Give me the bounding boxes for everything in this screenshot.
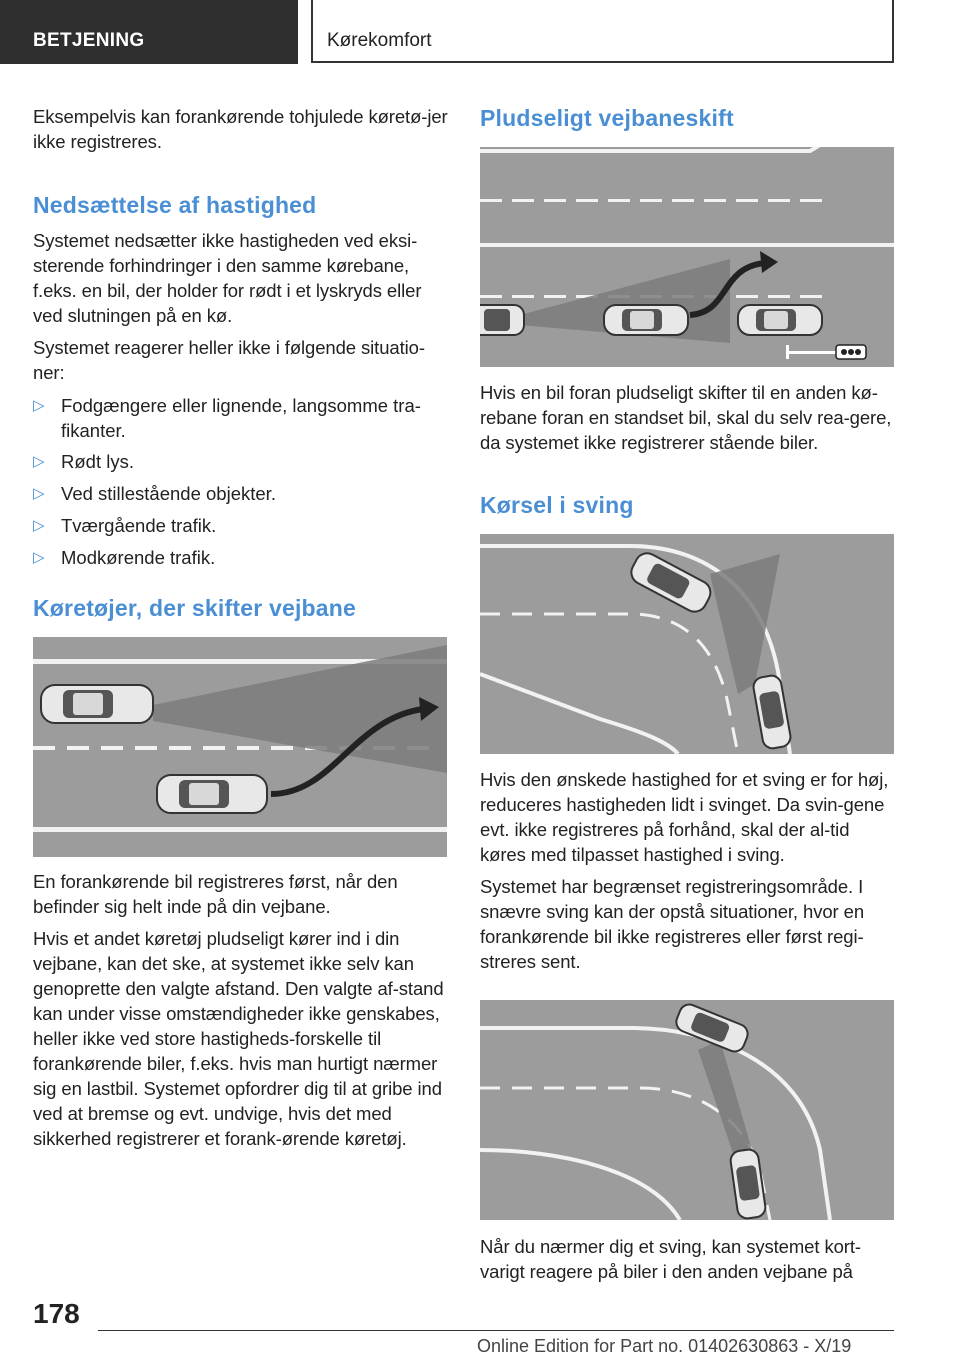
heading-speed-reduction: Nedsættelse af hastighed (33, 192, 317, 218)
edition-footer: Online Edition for Part no. 01402630863 - X/19 (477, 1336, 852, 1356)
heading-sudden-lane-change: Pludseligt vejbaneskift (480, 105, 734, 131)
curve-paragraph-1: Hvis den ønskede hastighed for et sving er for høj, reduceres hastigheden lidt i svinget. Da svin-gene evt. ikke registreres på forhånd, skal der al-tid køres med tilpasset hastighed i sving. (480, 769, 889, 865)
chapter-tab (311, 0, 894, 63)
car-icon (41, 685, 153, 723)
triangle-bullet-icon: ▷ (33, 397, 45, 414)
chapter-title: Kørekomfort (327, 30, 432, 51)
intro-paragraph: Eksempelvis kan forankørende tohjulede køretø-jer ikke registreres. (33, 106, 448, 152)
heading-curve-driving: Kørsel i sving (480, 492, 634, 518)
page-number: 178 (33, 1298, 80, 1329)
curve-illustration-1 (480, 534, 894, 754)
lane-paragraph-2: Hvis et andet køretøj pludseligt kører ind i din vejbane, kan det ske, at systemet ikke selv kan genoprette den valgte afstand. Den valgte af-stand kan under visse omstændigheder ikke genskabes, heller ikke ved store hastigheds-forskelle til forankørende biler, f.eks. hvis man hurtigt nærmer sig en lastbil. Systemet opfordrer dig til at gribe ind ved at bremse og evt. undvige, hvis det med sikkerhed registrerer et forank-ørende køretøj. (33, 928, 444, 1149)
speed-paragraph-1: Systemet nedsætter ikke hastigheden ved eksi-sterende forhindringer i den samme kørebane, f.eks. en bil, der holder for rødt i et lyskryds eller ved slutningen på en kø. (33, 230, 422, 326)
car-icon (738, 305, 822, 335)
car-icon (604, 305, 688, 335)
lane-paragraph-1: En forankørende bil registreres først, når den befinder sig helt inde på din vejbane. (33, 871, 398, 917)
triangle-bullet-icon: ▷ (33, 549, 45, 566)
footer-divider (98, 1330, 894, 1331)
section-title: BETJENING (33, 30, 145, 51)
triangle-bullet-icon: ▷ (33, 485, 45, 502)
curve-paragraph-2: Systemet har begrænset registreringsområde. I snævre sving kan der opstå situationer, hvor en forankørende bil ikke registreres eller først regi-streres sent. (480, 876, 865, 972)
curve-illustration-2 (480, 1000, 894, 1220)
speed-paragraph-2: Systemet reagerer heller ikke i følgende situatio-ner: (33, 337, 425, 383)
traffic-light-icon (836, 345, 866, 359)
car-icon (157, 775, 267, 813)
heading-lane-change: Køretøjer, der skifter vejbane (33, 595, 357, 621)
lane-change-illustration (33, 637, 447, 857)
curve-paragraph-3: Når du nærmer dig et sving, kan systemet kort-varigt reagere på biler i den anden vejbane på (480, 1236, 861, 1282)
sudden-paragraph: Hvis en bil foran pludseligt skifter til en anden kø-rebane foran en standset bil, skal du selv rea-gere, da systemet ikke registrerer stående biler. (480, 382, 892, 453)
section-tab (0, 0, 298, 64)
triangle-bullet-icon: ▷ (33, 453, 45, 470)
car-icon (480, 305, 524, 335)
sudden-lane-change-illustration (480, 147, 894, 367)
triangle-bullet-icon: ▷ (33, 517, 45, 534)
